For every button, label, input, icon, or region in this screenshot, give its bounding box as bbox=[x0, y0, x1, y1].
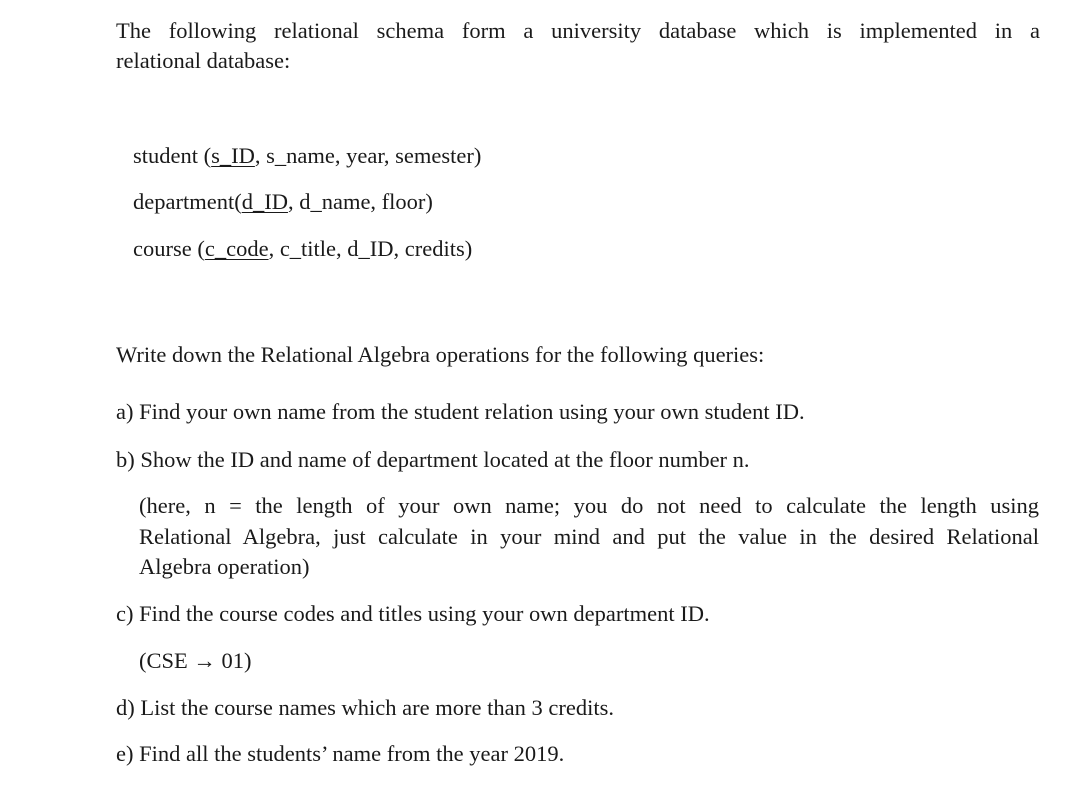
schema-department-prefix: department( bbox=[133, 189, 242, 214]
query-b-note-line-3: Algebra operation) bbox=[139, 554, 310, 579]
schema-course-rest: , c_title, d_ID, credits) bbox=[268, 236, 473, 261]
schema-course bbox=[133, 234, 472, 264]
query-d: d) List the course names which are more than 3 credits. bbox=[116, 695, 614, 720]
query-a: a) Find your own name from the student relation using your own student ID. bbox=[116, 399, 805, 424]
query-b-note-line-2: Relational Algebra, just calculate in your mind and put the value in the desired Relational bbox=[139, 524, 1039, 549]
query-e: e) Find all the students’ name from the year 2019. bbox=[116, 741, 565, 766]
instruction-text: Write down the Relational Algebra operations for the following queries: bbox=[116, 342, 765, 367]
schema-course-key: c_code bbox=[204, 236, 269, 261]
schema-student-rest: , s_name, year, semester) bbox=[254, 143, 482, 168]
schema-student bbox=[133, 141, 481, 171]
schema-department-key: d_ID bbox=[241, 189, 288, 214]
query-b: b) Show the ID and name of department located at the floor number n. bbox=[116, 447, 750, 472]
schema-course-prefix: course ( bbox=[133, 236, 205, 261]
query-b-note-line-1: (here, n = the length of your own name; you do not need to calculate the length using bbox=[139, 493, 1039, 518]
schema-student-key: s_ID bbox=[211, 143, 255, 168]
schema-student-prefix: student ( bbox=[133, 143, 212, 168]
schema-department bbox=[133, 187, 433, 217]
intro-line-1: The following relational schema form a university database which is implemented in a bbox=[116, 18, 1040, 43]
query-c-note: (CSE → 01) bbox=[139, 648, 252, 673]
schema-department-rest: , d_name, floor) bbox=[287, 189, 433, 214]
intro-line-2: relational database: bbox=[116, 48, 291, 73]
query-c: c) Find the course codes and titles using your own department ID. bbox=[116, 601, 710, 626]
